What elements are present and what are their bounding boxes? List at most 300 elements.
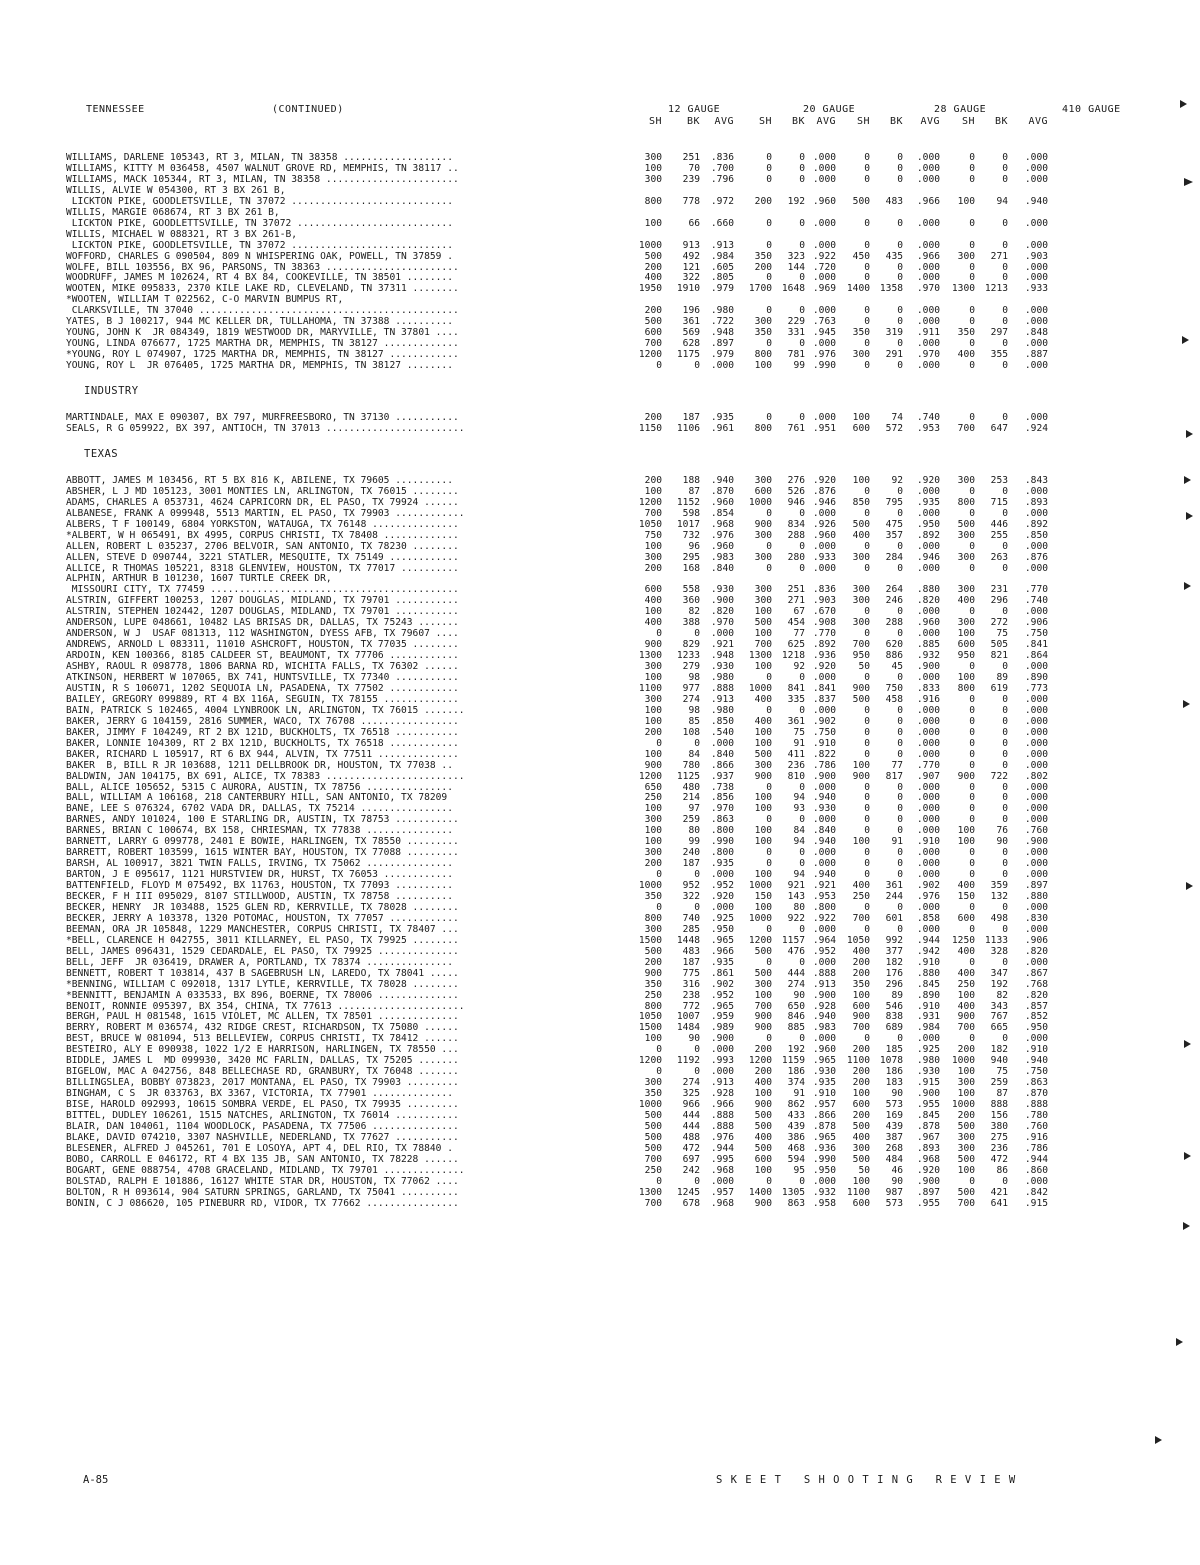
score-cell: 500 — [754, 1142, 772, 1154]
score-cell: 300 — [754, 529, 772, 541]
score-cell: 472 — [682, 1142, 700, 1154]
column-header: BK — [791, 116, 805, 127]
member-row — [66, 880, 1156, 891]
score-cell: .984 — [916, 1022, 940, 1034]
score-cell: 231 — [990, 584, 1008, 596]
member-row — [66, 584, 1156, 595]
score-cell: .950 — [710, 923, 734, 935]
score-cell: .850 — [1024, 529, 1048, 541]
score-cell: .000 — [1024, 360, 1048, 372]
score-cell: .950 — [812, 1164, 836, 1176]
score-cell: 573 — [885, 1197, 903, 1209]
score-cell: .935 — [812, 1077, 836, 1089]
score-cell: .000 — [916, 715, 940, 727]
score-cell: 600 — [852, 1000, 870, 1012]
score-cell: .926 — [812, 518, 836, 530]
score-cell: 380 — [990, 1120, 1008, 1132]
score-cell: 200 — [957, 1110, 975, 1121]
score-cell: .000 — [812, 923, 836, 935]
score-cell: 0 — [897, 869, 903, 881]
score-cell: 0 — [1002, 704, 1008, 716]
score-cell: 187 — [682, 858, 700, 870]
score-cell: .840 — [812, 825, 836, 837]
score-cell: 0 — [766, 338, 772, 350]
score-cell: 92 — [793, 661, 805, 673]
score-cell: 950 — [852, 650, 870, 662]
member-name-address: ANDERSON, W J USAF 081313, 112 WASHINGTON, DYESS AFB, TX 79607 .... — [66, 628, 459, 640]
score-cell: 268 — [885, 1142, 903, 1154]
member-row — [66, 792, 1156, 803]
score-cell: .000 — [916, 792, 940, 804]
score-cell: 300 — [852, 584, 870, 596]
member-name-address: ARDOIN, KEN 100366, 8185 CALDEER ST, BEAUMONT, TX 77706 ............ — [66, 650, 459, 662]
score-cell: 187 — [682, 956, 700, 968]
score-cell: .980 — [710, 305, 734, 317]
score-cell: .970 — [916, 283, 940, 295]
score-cell: 400 — [754, 1077, 772, 1089]
score-cell: 772 — [682, 1000, 700, 1012]
score-cell: 0 — [897, 792, 903, 804]
score-cell: 483 — [885, 195, 903, 207]
score-cell: 732 — [682, 529, 700, 541]
member-name-address: WOOTEN, MIKE 095833, 2370 KILE LAKE RD, CLEVELAND, TN 37311 ........ — [66, 283, 459, 295]
score-cell: .942 — [916, 945, 940, 957]
score-cell: .940 — [812, 1011, 836, 1023]
score-cell: 0 — [766, 704, 772, 716]
score-cell: 1050 — [638, 1011, 662, 1023]
member-name-address: MARTINDALE, MAX E 090307, BX 797, MURFREESBORO, TN 37130 ........... — [66, 412, 459, 423]
score-cell: 0 — [969, 562, 975, 574]
score-cell: .000 — [1024, 316, 1048, 328]
section-heading: INDUSTRY — [84, 385, 139, 397]
score-cell: .903 — [812, 595, 836, 607]
score-cell: .000 — [1024, 803, 1048, 815]
member-row — [66, 825, 1156, 836]
score-cell: 300 — [852, 617, 870, 629]
member-row — [66, 163, 1156, 174]
score-cell: 400 — [957, 945, 975, 957]
score-cell: .946 — [916, 551, 940, 563]
score-cell: 82 — [996, 989, 1008, 1001]
score-cell: .000 — [1024, 781, 1048, 793]
score-cell: .876 — [812, 485, 836, 497]
score-cell: .933 — [812, 551, 836, 563]
score-cell: .930 — [812, 803, 836, 815]
score-cell: 700 — [852, 912, 870, 924]
score-cell: 0 — [1002, 726, 1008, 738]
score-cell: 700 — [754, 639, 772, 651]
score-cell: 236 — [787, 759, 805, 771]
score-cell: 1245 — [676, 1186, 700, 1198]
score-cell: 259 — [682, 814, 700, 826]
score-cell: .900 — [710, 1033, 734, 1045]
score-cell: 200 — [644, 412, 662, 423]
member-row — [66, 251, 1156, 262]
score-cell: 250 — [957, 978, 975, 990]
score-cell: .540 — [710, 726, 734, 738]
score-cell: 300 — [754, 474, 772, 486]
score-cell: 275 — [990, 1131, 1008, 1143]
score-cell: 573 — [885, 1099, 903, 1111]
score-cell: 0 — [969, 606, 975, 618]
score-cell: 600 — [852, 1197, 870, 1209]
score-cell: .000 — [916, 858, 940, 870]
member-row — [66, 262, 1156, 273]
score-cell: 1213 — [984, 283, 1008, 295]
score-cell: 0 — [864, 239, 870, 251]
score-cell: .000 — [1024, 1175, 1048, 1187]
margin-mark — [1176, 1338, 1183, 1346]
member-row — [66, 1132, 1156, 1143]
member-name-address: *YOUNG, ROY L 074907, 1725 MARTHA DR, MEMPHIS, TN 38127 ............ — [66, 349, 459, 361]
score-cell: 1157 — [781, 934, 805, 946]
column-header: SH — [961, 116, 975, 127]
score-cell: .000 — [1024, 562, 1048, 574]
score-cell: 183 — [885, 1077, 903, 1089]
column-header: AVG — [714, 116, 734, 127]
score-cell: 100 — [754, 1164, 772, 1176]
gauge-20-label: 20 GAUGE — [803, 104, 856, 115]
score-cell: 400 — [644, 272, 662, 284]
member-row — [66, 240, 1156, 251]
score-cell: 251 — [787, 584, 805, 596]
member-name-address: BARSH, AL 100917, 3821 TWIN FALLS, IRVING, TX 75062 ............... — [66, 858, 453, 870]
score-cell: .720 — [812, 261, 836, 273]
score-cell: .935 — [916, 496, 940, 508]
member-row — [66, 946, 1156, 957]
score-cell: .945 — [812, 327, 836, 339]
score-cell: 0 — [969, 869, 975, 881]
section-heading: TEXAS — [84, 447, 119, 460]
score-cell: .000 — [1024, 305, 1048, 317]
score-cell: 200 — [852, 1110, 870, 1121]
score-cell: .000 — [812, 152, 836, 163]
score-cell: 272 — [990, 617, 1008, 629]
score-cell: 350 — [754, 327, 772, 339]
member-row — [66, 902, 1156, 913]
score-cell: 0 — [799, 704, 805, 716]
score-cell: 185 — [885, 1044, 903, 1056]
score-cell: 0 — [656, 869, 662, 881]
score-cell: 0 — [897, 858, 903, 870]
score-cell: .786 — [812, 759, 836, 771]
score-cell: 200 — [644, 858, 662, 870]
score-cell: 200 — [644, 474, 662, 486]
score-cell: .913 — [710, 239, 734, 251]
score-cell: 500 — [852, 195, 870, 207]
member-row — [66, 891, 1156, 902]
score-cell: .000 — [1024, 759, 1048, 771]
member-name-address: BILLINGSLEA, BOBBY 073823, 2017 MONTANA, EL PASO, TX 79903 ......... — [66, 1077, 459, 1089]
score-cell: .887 — [1024, 349, 1048, 361]
score-cell: 0 — [969, 162, 975, 174]
column-header: AVG — [1028, 116, 1048, 127]
score-cell: .920 — [812, 661, 836, 673]
member-row — [66, 229, 1156, 240]
score-cell: .000 — [812, 956, 836, 968]
score-cell: 76 — [996, 825, 1008, 837]
score-cell: 1159 — [781, 1055, 805, 1067]
score-cell: .000 — [1024, 661, 1048, 673]
member-row — [66, 1033, 1156, 1044]
score-cell: 316 — [682, 978, 700, 990]
score-cell: .000 — [916, 173, 940, 185]
score-cell: .000 — [916, 507, 940, 519]
score-cell: .952 — [812, 945, 836, 957]
score-cell: 100 — [644, 748, 662, 760]
score-cell: 0 — [799, 956, 805, 968]
score-cell: 1200 — [638, 770, 662, 782]
member-name-address: ANDERSON, LUPE 048661, 10482 LAS BRISAS DR, DALLAS, TX 75243 ....... — [66, 617, 459, 629]
score-cell: 0 — [969, 1175, 975, 1187]
member-name-address: BITTEL, DUDLEY 106261, 1515 NATCHES, ARLINGTON, TX 76014 ........... — [66, 1110, 459, 1121]
score-cell: 192 — [787, 195, 805, 207]
member-name-address: WILLIAMS, MACK 105344, RT 3, MILAN, TN 38358 ....................... — [66, 173, 459, 185]
score-cell: 800 — [754, 349, 772, 361]
score-cell: 500 — [644, 945, 662, 957]
score-cell: .967 — [916, 1131, 940, 1143]
score-cell: 89 — [891, 989, 903, 1001]
score-cell: 253 — [990, 474, 1008, 486]
score-cell: 100 — [852, 759, 870, 771]
score-cell: 300 — [644, 661, 662, 673]
score-cell: 274 — [682, 693, 700, 705]
score-cell: .870 — [710, 485, 734, 497]
member-name-address: BATTENFIELD, FLOYD M 075492, BX 11763, HOUSTON, TX 77093 .......... — [66, 880, 453, 892]
score-cell: 98 — [688, 704, 700, 716]
member-row — [66, 486, 1156, 497]
score-cell: .786 — [1024, 1142, 1048, 1154]
score-cell: 650 — [787, 1000, 805, 1012]
column-header: AVG — [816, 116, 836, 127]
score-cell: 66 — [688, 217, 700, 229]
score-cell: 90 — [891, 1175, 903, 1187]
score-cell: .920 — [812, 474, 836, 486]
member-row — [66, 1198, 1156, 1209]
score-cell: 700 — [852, 1022, 870, 1034]
score-cell: 357 — [885, 529, 903, 541]
score-cell: 500 — [754, 617, 772, 629]
score-cell: .910 — [812, 1088, 836, 1100]
score-cell: .900 — [916, 661, 940, 673]
score-cell: 1700 — [748, 283, 772, 295]
score-cell: 1050 — [638, 518, 662, 530]
score-cell: 100 — [957, 989, 975, 1001]
score-cell: .000 — [916, 162, 940, 174]
score-cell: 697 — [682, 1153, 700, 1165]
score-cell: .760 — [1024, 825, 1048, 837]
score-cell: 70 — [688, 162, 700, 174]
score-cell: .000 — [710, 737, 734, 749]
score-cell: 263 — [990, 551, 1008, 563]
header-continued: (CONTINUED) — [272, 104, 344, 115]
score-cell: .984 — [710, 250, 734, 262]
score-cell: 100 — [852, 474, 870, 486]
score-cell: 1100 — [846, 1186, 870, 1198]
score-cell: 781 — [787, 349, 805, 361]
member-name-address: BIDDLE, JAMES L MD 099930, 3420 MC FARLIN, DALLAS, TX 75205 ....... — [66, 1055, 459, 1067]
score-cell: 0 — [864, 162, 870, 174]
score-cell: .000 — [1024, 540, 1048, 552]
score-cell: .000 — [916, 923, 940, 935]
score-cell: 500 — [957, 1153, 975, 1165]
member-name-address: *BELL, CLARENCE H 042755, 3011 KILLARNEY, EL PASO, TX 79925 ........ — [66, 934, 459, 946]
score-cell: .670 — [812, 606, 836, 618]
member-row — [66, 412, 1156, 423]
score-cell: 0 — [897, 803, 903, 815]
score-cell: .000 — [812, 173, 836, 185]
score-cell: 291 — [885, 349, 903, 361]
score-cell: 0 — [1002, 759, 1008, 771]
member-name-address: SEALS, R G 059922, BX 397, ANTIOCH, TN 37013 ........................ — [66, 422, 465, 434]
score-cell: 0 — [969, 507, 975, 519]
score-cell: 0 — [694, 869, 700, 881]
member-row — [66, 979, 1156, 990]
score-cell: 1007 — [676, 1011, 700, 1023]
score-cell: 100 — [644, 485, 662, 497]
score-cell: 444 — [682, 1110, 700, 1121]
score-cell: .965 — [812, 1131, 836, 1143]
score-cell: .856 — [710, 792, 734, 804]
score-cell: 468 — [787, 1142, 805, 1154]
score-cell: .000 — [1024, 748, 1048, 760]
score-cell: .915 — [916, 1077, 940, 1089]
score-cell: 75 — [996, 628, 1008, 640]
score-cell: 132 — [990, 891, 1008, 902]
member-row — [66, 316, 1156, 327]
score-cell: .969 — [812, 283, 836, 295]
score-cell: .000 — [916, 485, 940, 497]
score-cell: .000 — [1024, 606, 1048, 618]
score-cell: 1910 — [676, 283, 700, 295]
score-cell: 992 — [885, 934, 903, 946]
score-cell: 90 — [793, 989, 805, 1001]
score-cell: 361 — [682, 316, 700, 328]
score-cell: .760 — [1024, 1120, 1048, 1132]
score-cell: 239 — [682, 173, 700, 185]
score-cell: 0 — [1002, 748, 1008, 760]
member-row — [66, 283, 1156, 294]
score-cell: .940 — [812, 836, 836, 848]
score-cell: 0 — [969, 261, 975, 273]
score-cell: .902 — [812, 715, 836, 727]
score-cell: 236 — [990, 1142, 1008, 1154]
member-row — [66, 1143, 1156, 1154]
score-cell: .822 — [812, 748, 836, 760]
member-name-address: ABBOTT, JAMES M 103456, RT 5 BX 816 K, ABILENE, TX 79605 .......... — [66, 474, 453, 486]
member-row — [66, 552, 1156, 563]
score-cell: .000 — [710, 901, 734, 913]
score-cell: .000 — [916, 726, 940, 738]
score-cell: 100 — [754, 628, 772, 640]
score-cell: 1050 — [846, 934, 870, 946]
score-cell: 0 — [799, 217, 805, 229]
score-cell: 182 — [885, 956, 903, 968]
score-cell: 800 — [644, 912, 662, 924]
score-cell: .932 — [916, 650, 940, 662]
score-cell: 100 — [754, 737, 772, 749]
score-cell: .980 — [916, 1055, 940, 1067]
score-cell: 0 — [864, 792, 870, 804]
score-cell: .885 — [916, 639, 940, 651]
score-cell: 800 — [644, 195, 662, 207]
score-cell: 444 — [787, 967, 805, 979]
score-cell: 200 — [852, 1077, 870, 1089]
score-cell: .843 — [1024, 474, 1048, 486]
member-name-address: BARTON, J E 095617, 1121 HURSTVIEW DR, HURST, TX 76053 ............ — [66, 869, 453, 881]
margin-mark — [1186, 882, 1193, 890]
score-cell: .930 — [710, 661, 734, 673]
score-cell: 900 — [644, 639, 662, 651]
score-cell: 0 — [694, 901, 700, 913]
score-cell: .976 — [710, 1131, 734, 1143]
member-row — [66, 519, 1156, 530]
member-row — [66, 1121, 1156, 1132]
score-cell: .920 — [916, 474, 940, 486]
score-cell: 200 — [852, 1044, 870, 1056]
score-cell: .968 — [710, 1197, 734, 1209]
score-cell: .000 — [916, 261, 940, 273]
member-row — [66, 1154, 1156, 1165]
member-row — [66, 1066, 1156, 1077]
score-cell: 594 — [787, 1153, 805, 1165]
member-name-address: LICKTON PIKE, GOODLETSVILLE, TN 37072 ............................ — [66, 239, 453, 251]
score-cell: 600 — [644, 584, 662, 596]
score-cell: 176 — [885, 967, 903, 979]
score-cell: 0 — [766, 540, 772, 552]
score-cell: .990 — [710, 836, 734, 848]
score-cell: 100 — [754, 792, 772, 804]
score-cell: 0 — [1002, 507, 1008, 519]
score-cell: 251 — [682, 152, 700, 163]
margin-mark — [1186, 430, 1193, 438]
score-cell: 374 — [787, 1077, 805, 1089]
score-cell: 500 — [754, 748, 772, 760]
score-cell: .000 — [1024, 901, 1048, 913]
score-cell: .955 — [916, 1197, 940, 1209]
score-cell: .935 — [710, 412, 734, 423]
score-cell: .845 — [916, 978, 940, 990]
score-cell: .964 — [812, 934, 836, 946]
score-cell: 795 — [885, 496, 903, 508]
score-cell: 0 — [897, 305, 903, 317]
member-row — [66, 771, 1156, 782]
member-name-address: BISE, HAROLD 092993, 10615 SOMBRA VERDE, EL PASO, TX 79935 ......... — [66, 1099, 459, 1111]
score-cell: 100 — [754, 360, 772, 372]
score-cell: 700 — [852, 639, 870, 651]
member-name-address: BENNETT, ROBERT T 103814, 437 B SAGEBRUSH LN, LAREDO, TX 78041 ..... — [66, 967, 459, 979]
score-cell: 0 — [897, 726, 903, 738]
score-cell: 0 — [766, 858, 772, 870]
score-cell: .890 — [1024, 672, 1048, 683]
score-cell: .000 — [916, 672, 940, 683]
score-cell: .983 — [710, 551, 734, 563]
column-header: SH — [648, 116, 662, 127]
score-cell: 476 — [787, 945, 805, 957]
score-cell: 288 — [787, 529, 805, 541]
score-cell: 350 — [644, 891, 662, 902]
score-cell: 259 — [990, 1077, 1008, 1089]
member-name-address: ASHBY, RAOUL R 098778, 1806 BARNA RD, WICHITA FALLS, TX 76302 ...... — [66, 661, 459, 673]
score-cell: .000 — [1024, 162, 1048, 174]
score-cell: .860 — [1024, 1164, 1048, 1176]
score-cell: 300 — [852, 595, 870, 607]
score-cell: 619 — [990, 682, 1008, 694]
margin-mark — [1180, 100, 1187, 108]
member-name-address: *ALBERT, W H 065491, BX 4995, CORPUS CHRISTI, TX 78408 ............. — [66, 529, 459, 541]
score-cell: .993 — [710, 1055, 734, 1067]
score-cell: 91 — [891, 836, 903, 848]
